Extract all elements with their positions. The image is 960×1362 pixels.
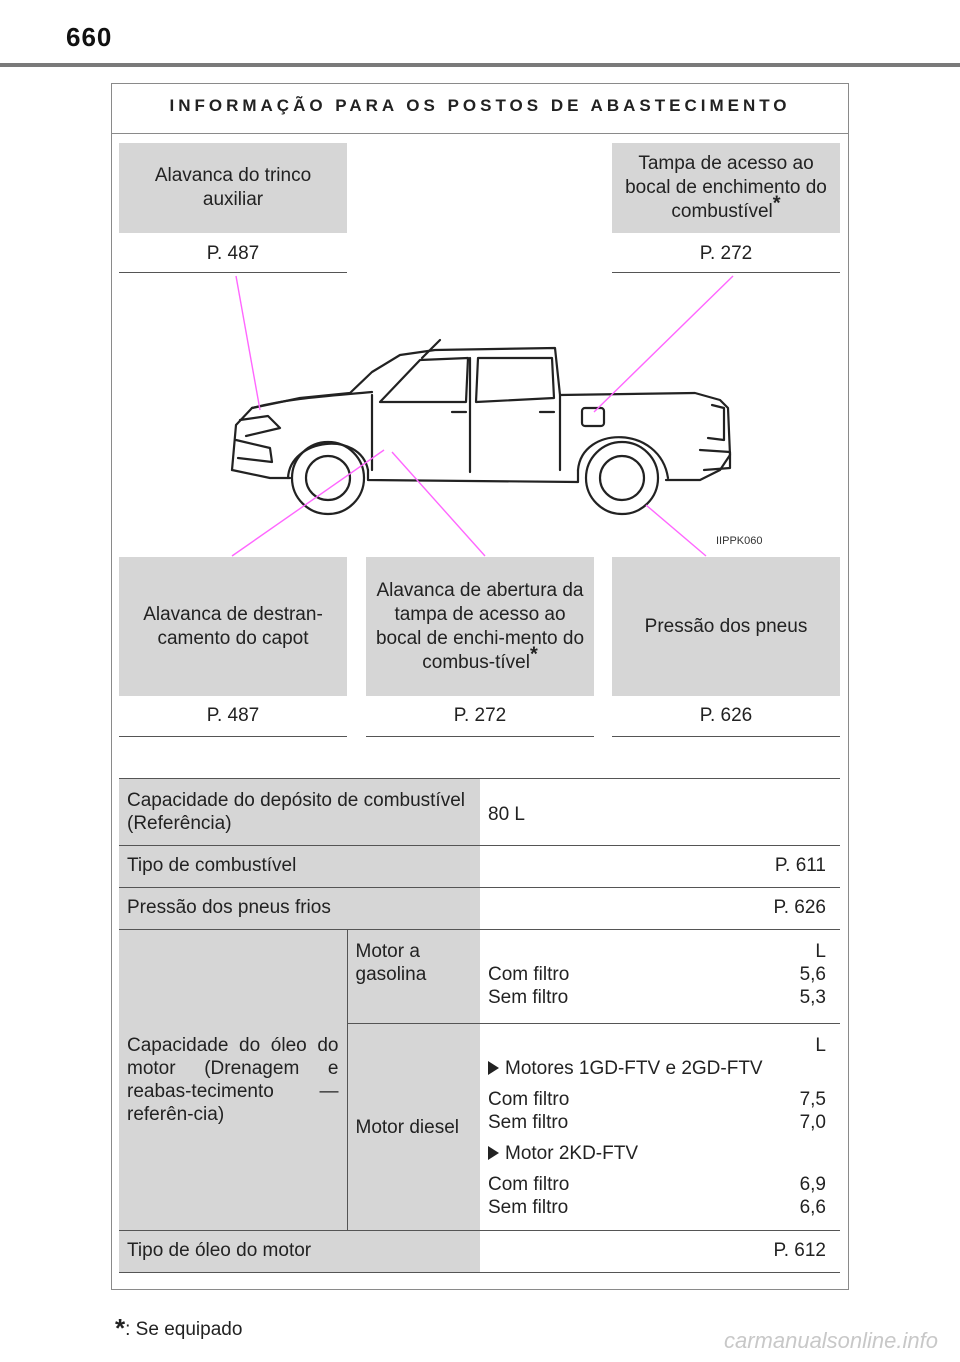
diesel-group2: Motor 2KD-FTV bbox=[488, 1142, 826, 1165]
diesel-group1: Motores 1GD-FTV e 2GD-FTV bbox=[488, 1057, 826, 1080]
table-row bbox=[119, 779, 840, 846]
gasoline-with-value: 5,6 bbox=[799, 964, 826, 985]
oil-capacity-label: Capacidade do óleo do motor (Drenagem e reabas-tecimento — referên-cia) bbox=[119, 930, 347, 1231]
gasoline-unit: L bbox=[815, 941, 826, 962]
diesel-values bbox=[480, 1024, 840, 1231]
oil-type-label: Tipo de óleo do motor bbox=[119, 1231, 480, 1273]
diesel1-without-label: Sem filtro bbox=[488, 1112, 569, 1133]
callout-fuel-door-opener bbox=[366, 557, 594, 696]
table-row bbox=[119, 888, 840, 930]
ref-fuel-door-opener: P. 272 bbox=[366, 705, 594, 737]
spec-table bbox=[119, 778, 840, 1273]
table-row bbox=[119, 846, 840, 888]
fuel-type-ref: P. 611 bbox=[480, 846, 840, 888]
fuel-capacity-label: Capacidade do depósito de combustível (Referência) bbox=[119, 779, 480, 846]
callout-hood-release bbox=[119, 557, 347, 696]
ref-aux-latch: P. 487 bbox=[119, 243, 347, 273]
arrow-icon bbox=[488, 1061, 499, 1075]
callout-aux-latch bbox=[119, 143, 347, 233]
cold-tire-label: Pressão dos pneus frios bbox=[119, 888, 480, 930]
footnote bbox=[115, 1313, 242, 1344]
diesel2-with-value: 6,9 bbox=[799, 1174, 826, 1195]
ref-fuel-door: P. 272 bbox=[612, 243, 840, 273]
page-number: 660 bbox=[66, 22, 113, 52]
diesel1-with-label: Com filtro bbox=[488, 1089, 570, 1110]
fuel-capacity-value: 80 L bbox=[480, 779, 840, 846]
gasoline-without-label: Sem filtro bbox=[488, 987, 569, 1008]
callout-fuel-door-opener-label: Alavanca de abertura da tampa de acesso ao bocal de enchi-mento do combus-tível* bbox=[375, 579, 585, 673]
footnote-text: : Se equipado bbox=[125, 1319, 243, 1340]
table-row bbox=[119, 930, 840, 1024]
oil-type-ref: P. 612 bbox=[480, 1231, 840, 1273]
diesel-unit: L bbox=[815, 1035, 826, 1056]
diesel1-without-value: 7,0 bbox=[799, 1112, 826, 1133]
watermark: carmanualsonline.info bbox=[723, 1328, 938, 1353]
diesel2-without-label: Sem filtro bbox=[488, 1197, 569, 1218]
ref-hood-release: P. 487 bbox=[119, 705, 347, 737]
frame-title: INFORMAÇÃO PARA OS POSTOS DE ABASTECIMENTO bbox=[112, 84, 848, 134]
table-row bbox=[119, 1231, 840, 1273]
callout-tire-pressure bbox=[612, 557, 840, 696]
gasoline-with-label: Com filtro bbox=[488, 964, 570, 985]
diesel2-with-label: Com filtro bbox=[488, 1174, 570, 1195]
fuel-type-label: Tipo de combustível bbox=[119, 846, 480, 888]
gasoline-label: Motor a gasolina bbox=[347, 930, 480, 1024]
callout-fuel-door-label: Tampa de acesso ao bocal de enchimento do combustível* bbox=[625, 153, 827, 222]
callout-aux-latch-label: Alavanca do trinco auxiliar bbox=[154, 165, 312, 210]
gasoline-values bbox=[480, 930, 840, 1024]
diesel-label: Motor diesel bbox=[347, 1024, 480, 1231]
ref-tire-pressure: P. 626 bbox=[612, 705, 840, 737]
callout-tire-pressure-label: Pressão dos pneus bbox=[644, 615, 808, 637]
cold-tire-ref: P. 626 bbox=[480, 888, 840, 930]
header-rule bbox=[0, 63, 960, 67]
gasoline-without-value: 5,3 bbox=[799, 987, 826, 1008]
image-code: IIPPK060 bbox=[716, 535, 763, 547]
diesel2-without-value: 6,6 bbox=[799, 1197, 826, 1218]
footnote-marker: * bbox=[115, 1313, 126, 1343]
callout-fuel-door bbox=[612, 143, 840, 233]
callout-hood-release-label: Alavanca de destran-camento do capot bbox=[143, 603, 323, 649]
diesel1-with-value: 7,5 bbox=[799, 1089, 826, 1110]
arrow-icon bbox=[488, 1146, 499, 1160]
